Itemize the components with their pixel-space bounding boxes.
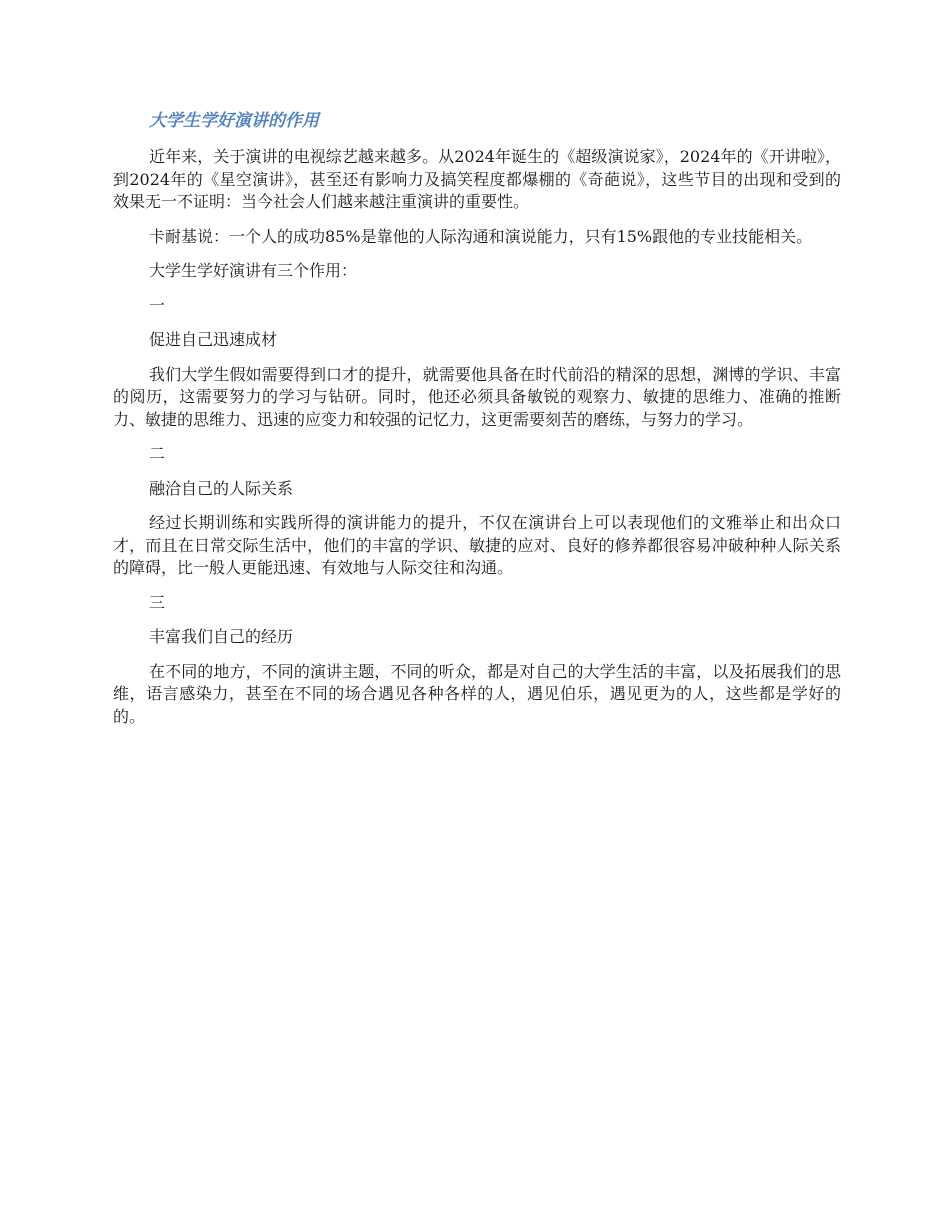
section-number-one: 一 (149, 295, 166, 315)
paragraph-three-functions: 大学生学好演讲有三个作用： (149, 261, 358, 280)
section-heading-two: 融洽自己的人际关系 (149, 478, 294, 498)
paragraph-section-one: 我们大学生假如需要得到口才的提升，就需要他具备在时代前沿的精深的思想，渊博的学识、丰富的阅历，这需要努力的学习与钻研。同时，他还必须具备敏锐的观察力、敏捷的思维力、准确的推断力、敏捷的思维力、迅速的应变力和较强的记忆力，这更需要刻苦的磨练，与努力的学习。 (113, 364, 841, 429)
section-heading-three: 丰富我们自己的经历 (149, 627, 294, 646)
paragraph-intro: 近年来，关于演讲的电视综艺越来越多。从2024年诞生的《超级演说家》，2024年的《开讲啦》，到2024年的《星空演讲》，甚至还有影响力及搞笑程度都爆棚的《奇葩说》，这些节目的出现和受到的效果无一不证明：当今社会人们越来越注重演讲的重要性。 (113, 147, 841, 211)
document-title: 大学生学好演讲的作用 (149, 111, 319, 131)
paragraph-section-two: 经过长期训练和实践所得的演讲能力的提升，不仅在演讲台上可以表现他们的文雅举止和出众口才，而且在日常交际生活中，他们的丰富的学识、敏捷的应对、良好的修养都很容易冲破种种人际关系的障碍，比一般人更能迅速、有效地与人际交往和沟通。 (113, 513, 841, 577)
paragraph-section-three: 在不同的地方，不同的演讲主题，不同的听众，都是对自己的大学生活的丰富，以及拓展我们的思维，语言感染力，甚至在不同的场合遇见各种各样的人，遇见伯乐，遇见更为的人，这些都是学好的的。 (113, 661, 841, 726)
section-number-three: 三 (149, 592, 166, 612)
document-page (113, 108, 841, 740)
section-heading-one: 促进自己迅速成材 (149, 330, 278, 349)
paragraph-carnegie-quote: 卡耐基说：一个人的成功85%是靠他的人际沟通和演说能力，只有15%跟他的专业技能相关。 (149, 226, 813, 246)
section-number-two: 二 (149, 444, 166, 463)
